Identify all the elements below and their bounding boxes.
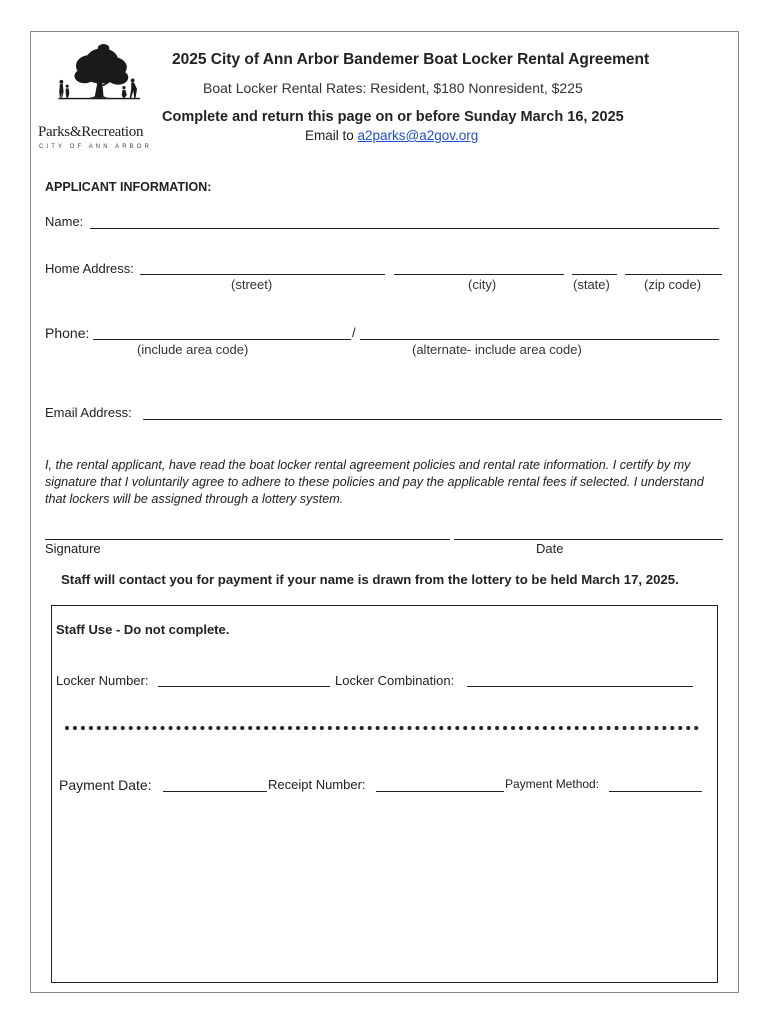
date-label: Date [536,541,564,556]
zip-hint: (zip code) [644,277,702,292]
receipt-number-field[interactable] [376,791,504,792]
form-title: 2025 City of Ann Arbor Bandemer Boat Locker Rental Agreement [172,51,650,68]
state-hint: (state) [573,277,610,292]
email-field[interactable] [143,419,722,420]
logo-text: Parks&Recreation [38,124,144,140]
payment-method-field[interactable] [609,791,702,792]
tree-icon [36,44,158,124]
zip-field[interactable] [625,274,722,275]
rental-rates: Boat Locker Rental Rates: Resident, $180 Nonresident, $225 [203,80,583,96]
street-field[interactable] [140,274,385,275]
date-field[interactable] [454,539,723,540]
city-hint: (city) [468,277,497,292]
dotted-divider [65,726,699,736]
street-hint: (street) [231,277,273,292]
staff-contact-note: Staff will contact you for payment if your name is drawn from the lottery to be held March 17, 2025. [61,572,679,587]
phone-field[interactable] [93,339,351,340]
return-deadline: Complete and return this page on or before Sunday March 16, 2025 [162,109,624,125]
phone-hint: (include area code) [137,342,249,357]
alt-phone-field[interactable] [360,339,719,340]
name-label: Name: [45,214,84,229]
payment-date-label: Payment Date: [59,777,152,793]
locker-number-field[interactable] [158,686,330,687]
payment-date-field[interactable] [163,791,267,792]
email-link[interactable]: a2parks@a2gov.org [357,128,479,143]
name-field[interactable] [90,228,719,229]
phone-separator: / [352,325,356,340]
alt-phone-hint: (alternate- include area code) [412,342,582,357]
phone-label: Phone: [45,325,90,341]
receipt-number-label: Receipt Number: [268,777,366,792]
payment-method-label: Payment Method: [505,777,600,791]
email-prefix: Email to [305,128,358,143]
locker-combination-field[interactable] [467,686,693,687]
locker-combination-label: Locker Combination: [335,673,455,688]
state-field[interactable] [572,274,617,275]
staff-box-title: Staff Use - Do not complete. [56,622,230,637]
certification-text: I, the rental applicant, have read the boat locker rental agreement policies and rental rate information. I certify by my signature that I voluntarily agree to adhere to these policies and pay the applicable rental fees if selected. I understand that lockers will be assigned through a lottery system. [45,458,704,506]
locker-number-label: Locker Number: [56,673,149,688]
logo-subtext: CITY OF ANN ARBOR [39,144,152,150]
signature-label: Signature [45,541,101,556]
section-title: APPLICANT INFORMATION: [45,180,212,194]
signature-field[interactable] [45,539,450,540]
email-label: Email Address: [45,405,132,420]
city-field[interactable] [394,274,564,275]
address-label: Home Address: [45,261,134,276]
email-instruction [305,128,478,143]
staff-use-box [51,605,718,983]
